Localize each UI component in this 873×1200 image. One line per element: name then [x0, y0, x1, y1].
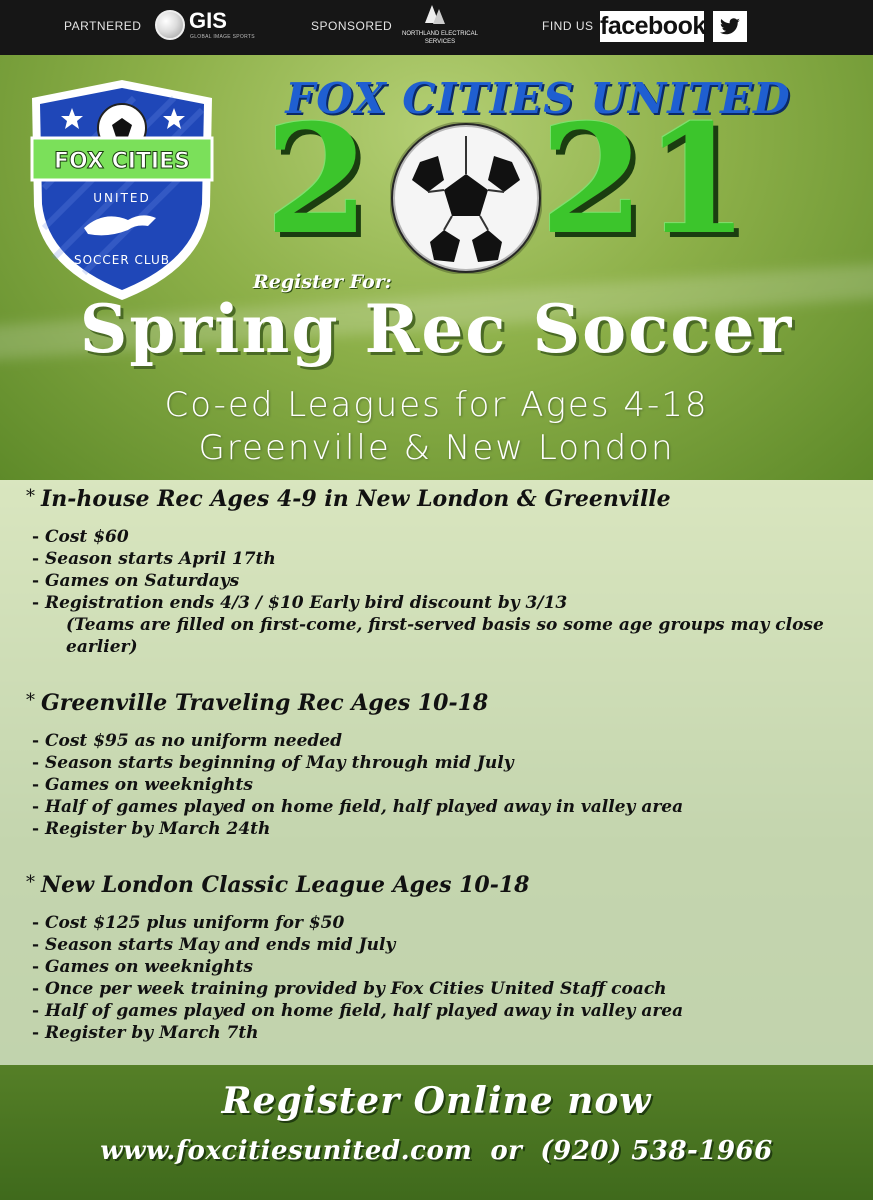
- club-crest-logo: [24, 78, 220, 302]
- find-us-label: FIND US: [542, 19, 594, 33]
- sponsor-logo[interactable]: [390, 30, 490, 46]
- register-cta: Register Online now: [221, 1080, 652, 1122]
- list-item: - Registration ends 4/3 / $10 Early bird discount by 3/13: [32, 592, 866, 614]
- program-section: [26, 486, 866, 658]
- asterisk-icon: *: [26, 690, 35, 711]
- list-item: - Half of games played on home field, half played away in valley area: [32, 796, 866, 818]
- list-item: - Register by March 24th: [32, 818, 866, 840]
- sponsor-name-line1: NORTHLAND ELECTRICAL: [402, 31, 478, 37]
- register-for-label: Register For:: [253, 271, 392, 293]
- list-item: - Register by March 7th: [32, 1022, 866, 1044]
- contact-line: [0, 1136, 873, 1166]
- list-item: - Cost $60: [32, 526, 866, 548]
- list-item: - Half of games played on home field, half played away in valley area: [32, 1000, 866, 1022]
- crest-line1: FOX CITIES: [54, 149, 190, 174]
- list-item: - Games on Saturdays: [32, 570, 866, 592]
- page-title: Spring Rec Soccer: [79, 290, 794, 368]
- program-section: [26, 690, 866, 840]
- crest-line3: SOCCER CLUB: [73, 253, 171, 267]
- section-title: * In-house Rec Ages 4-9 in New London & Greenville: [26, 486, 671, 512]
- list-item: - Cost $125 plus uniform for $50: [32, 912, 866, 934]
- sponsored-label: SPONSORED: [311, 19, 393, 33]
- soccer-ball-icon: [390, 122, 542, 274]
- asterisk-icon: *: [26, 872, 35, 893]
- asterisk-icon: *: [26, 486, 35, 507]
- list-item: - Games on weeknights: [32, 774, 866, 796]
- or-text: or: [490, 1136, 523, 1166]
- program-section: [26, 872, 866, 1044]
- list-item: - Games on weeknights: [32, 956, 866, 978]
- list-item: - Season starts April 17th: [32, 548, 866, 570]
- team-name: FOX CITIES UNITED: [285, 74, 791, 123]
- list-item: - Season starts beginning of May through mid July: [32, 752, 866, 774]
- sponsor-name-line2: SERVICES: [424, 39, 456, 45]
- list-item: - Season starts May and ends mid July: [32, 934, 866, 956]
- facebook-icon[interactable]: facebook: [600, 12, 706, 40]
- year-digit-right: 21: [540, 92, 749, 268]
- gis-logo[interactable]: GIS: [189, 8, 227, 33]
- twitter-icon[interactable]: [713, 11, 747, 42]
- program-details: [32, 912, 866, 1044]
- list-item: - Once per week training provided by Fox Cities United Staff coach: [32, 978, 866, 1000]
- phone-number[interactable]: (920) 538-1966: [540, 1136, 773, 1166]
- year-digit-left: 2: [265, 92, 370, 268]
- leagues-subtitle: Co-ed Leagues for Ages 4-18: [164, 385, 709, 425]
- partnered-label: PARTNERED: [64, 19, 142, 33]
- program-details: [32, 526, 866, 614]
- section-note: (Teams are filled on first-come, first-served basis so some age groups may close earlier): [66, 615, 824, 657]
- section-title: * Greenville Traveling Rec Ages 10-18: [26, 690, 489, 716]
- list-item: - Cost $95 as no uniform needed: [32, 730, 866, 752]
- top-bar: [0, 0, 873, 55]
- section-title: * New London Classic League Ages 10-18: [26, 872, 530, 898]
- gis-tagline: GLOBAL IMAGE SPORTS: [190, 34, 255, 40]
- crest-line2: UNITED: [93, 191, 151, 205]
- globe-icon: [155, 10, 185, 40]
- locations-subtitle: Greenville & New London: [198, 428, 675, 468]
- website-link[interactable]: www.foxcitiesunited.com: [100, 1136, 473, 1166]
- tree-icon: [433, 9, 445, 24]
- program-details: [32, 730, 866, 840]
